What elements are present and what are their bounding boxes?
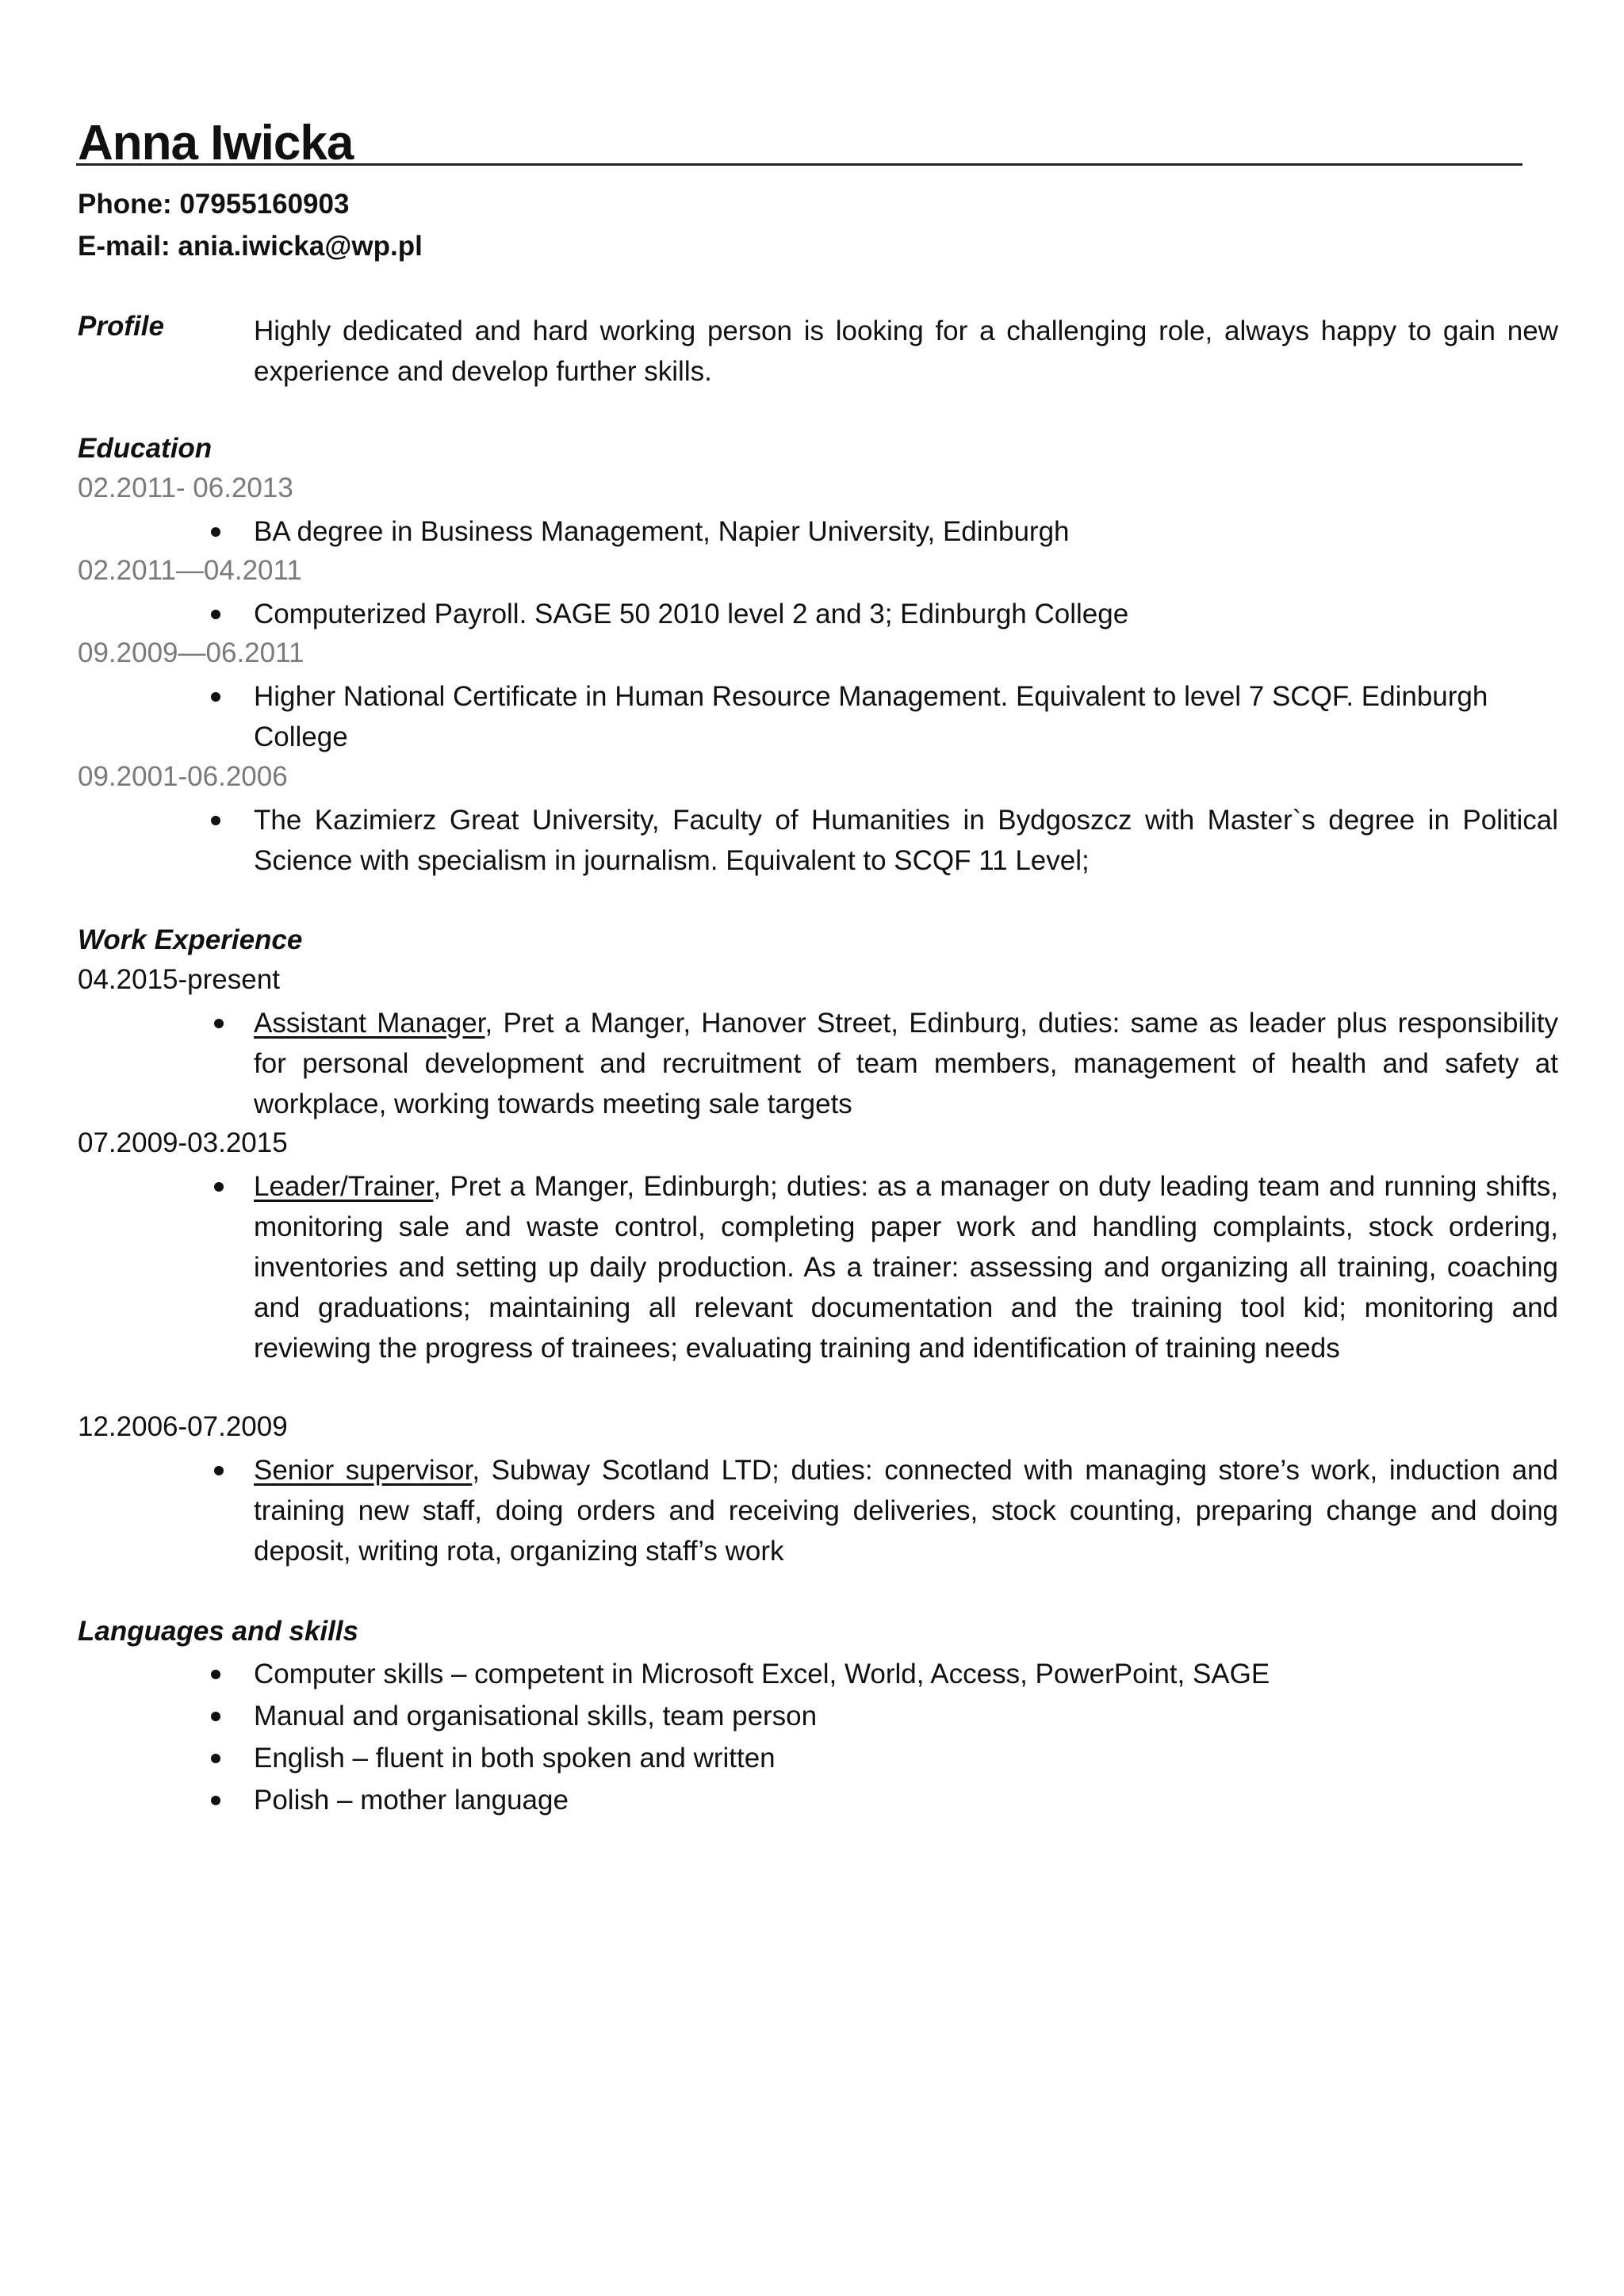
name-rule	[76, 111, 1522, 170]
candidate-name: Anna Iwicka	[78, 116, 354, 170]
skills-heading: Languages and skills	[78, 1616, 358, 1647]
bullet-icon	[214, 1019, 224, 1028]
work-date: 07.2009-03.2015	[78, 1127, 288, 1158]
work-item	[254, 1450, 1558, 1571]
education-date: 02.2011- 06.2013	[78, 473, 293, 503]
skill-item: English – fluent in both spoken and written	[254, 1743, 776, 1774]
skill-item: Polish – mother language	[254, 1785, 569, 1816]
bullet-icon	[211, 527, 220, 537]
bullet-icon	[211, 692, 220, 702]
education-date: 09.2001-06.2006	[78, 761, 288, 792]
job-duties: , Pret a Manger, Edinburgh; duties: as a manager on duty leading team and running shifts, monitoring sale and waste control, completing paper work and handling complaints, stock ordering, inventories and setting up daily production. As a trainer: assessing and organizing all training, coaching and graduations; maintaining all relevant documentation and the training tool kid; monitoring and reviewing the progress of trainees; evaluating training and identification of training needs	[254, 1171, 1558, 1364]
education-item: The Kazimierz Great University, Faculty of Humanities in Bydgoszcz with Master`s degree in Political Science with specialism in journalism. Equivalent to SCQF 11 Level;	[254, 805, 1558, 876]
email-line: E-mail: ania.iwicka@wp.pl	[78, 231, 423, 262]
work-experience-heading: Work Experience	[78, 924, 303, 955]
job-duties: , Pret a Manger, Hanover Street, Edinburg, duties: same as leader plus responsibility for personal development and recruitment of team members, management of health and safety at workplace, working towards meeting sale targets	[254, 1008, 1558, 1119]
education-item: Higher National Certificate in Human Resource Management. Equivalent to level 7 SCQF. Edinburgh College	[254, 681, 1488, 752]
skill-item: Computer skills – competent in Microsoft Excel, World, Access, PowerPoint, SAGE	[254, 1659, 1270, 1689]
skill-item: Manual and organisational skills, team person	[254, 1701, 818, 1732]
job-duties: , Subway Scotland LTD; duties: connected with managing store’s work, induction and training new staff, doing orders and receiving deliveries, stock counting, preparing change and doing deposit, writing rota, organizing staff’s work	[254, 1455, 1558, 1567]
work-date: 04.2015-present	[78, 964, 280, 995]
education-date: 09.2009—06.2011	[78, 637, 304, 668]
job-title: Leader/Trainer	[254, 1171, 434, 1202]
bullet-icon	[211, 610, 220, 619]
work-date: 12.2006-07.2009	[78, 1411, 288, 1442]
bullet-icon	[211, 1754, 220, 1763]
work-item	[254, 1003, 1558, 1124]
bullet-icon	[211, 1670, 220, 1679]
job-title: Senior supervisor	[254, 1455, 473, 1486]
bullet-icon	[211, 1796, 220, 1805]
education-item: Computerized Payroll. SAGE 50 2010 level 2 and 3; Edinburgh College	[254, 599, 1129, 629]
education-date: 02.2011—04.2011	[78, 555, 302, 586]
profile-label: Profile	[78, 311, 164, 342]
profile-text: Highly dedicated and hard working person is looking for a challenging role, always happy to gain new experience and develop further skills.	[254, 316, 1558, 387]
bullet-icon	[211, 1712, 220, 1721]
education-heading: Education	[78, 433, 213, 464]
job-title: Assistant Manager	[254, 1008, 485, 1039]
bullet-icon	[211, 816, 220, 825]
phone-line: Phone: 07955160903	[78, 189, 350, 220]
bullet-icon	[214, 1182, 224, 1192]
work-item	[254, 1166, 1558, 1368]
bullet-icon	[214, 1466, 224, 1475]
education-item: BA degree in Business Management, Napier University, Edinburgh	[254, 516, 1070, 547]
